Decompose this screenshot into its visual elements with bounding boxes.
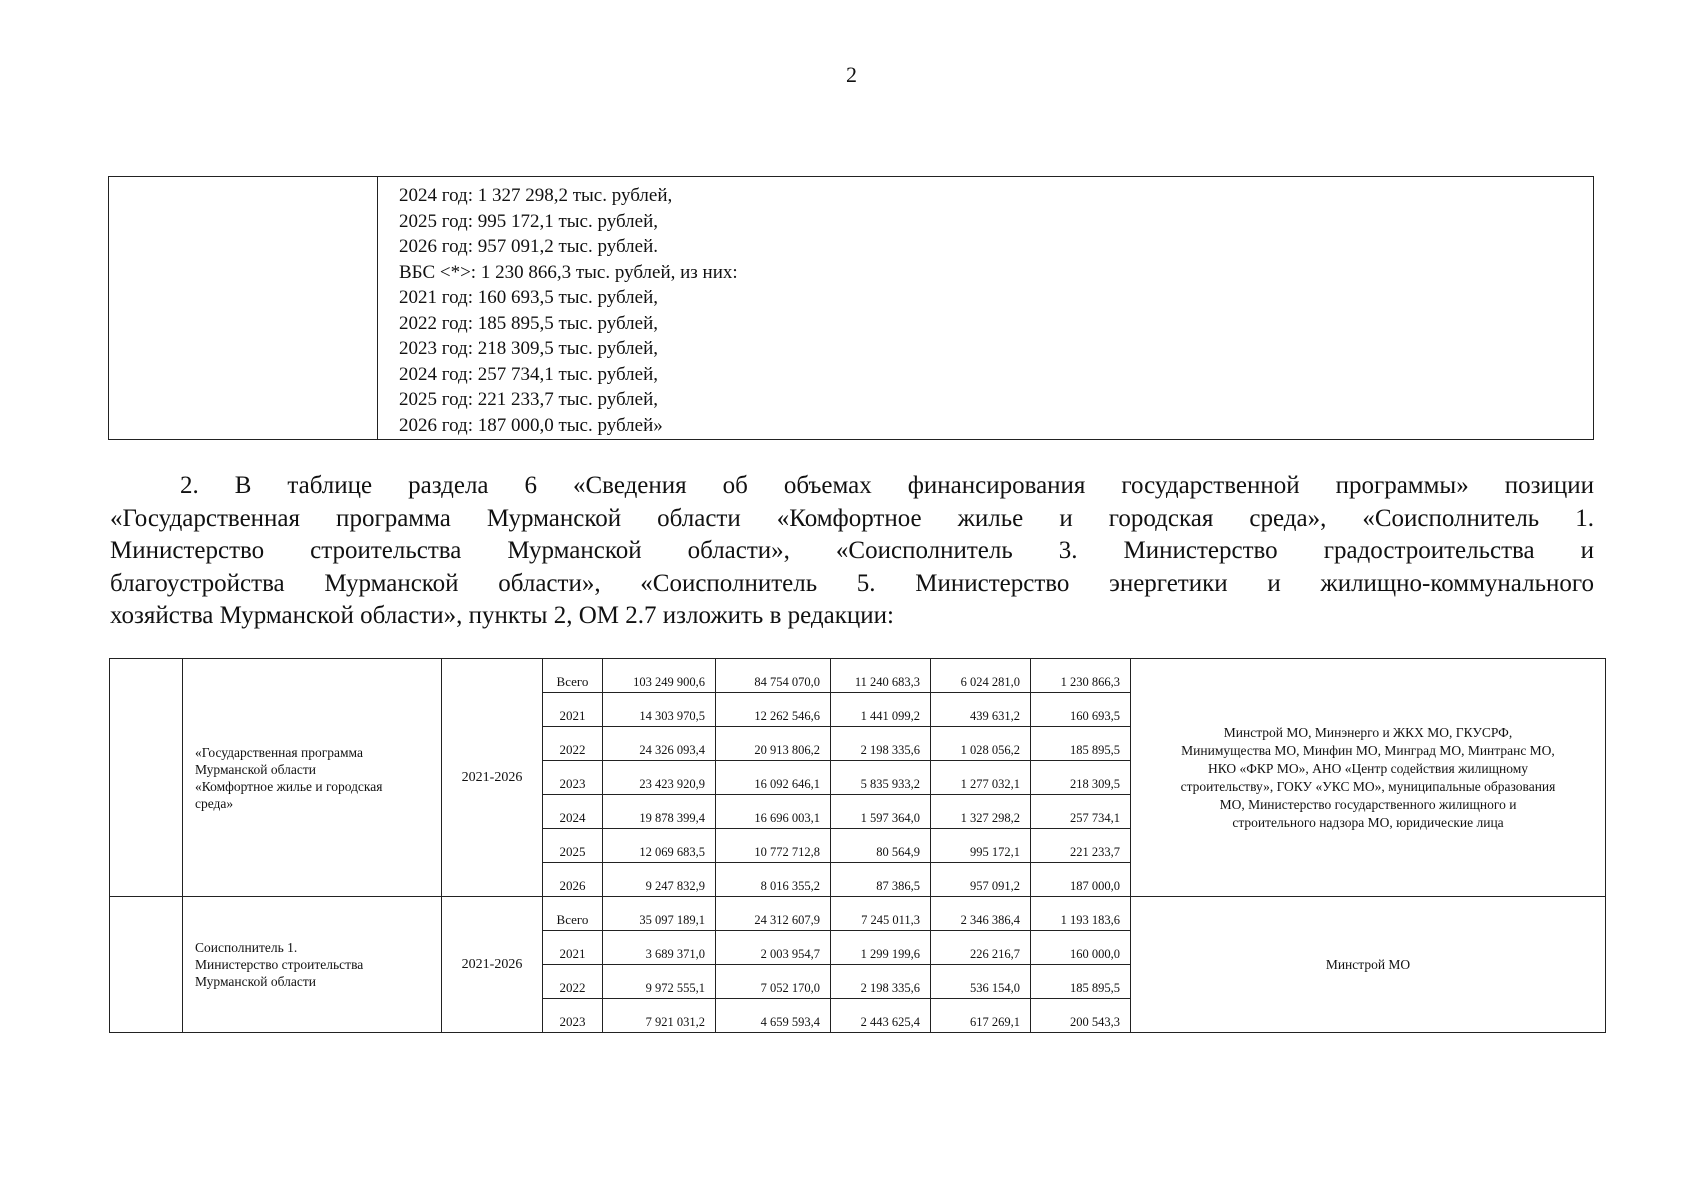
amount-cell: 12 069 683,5	[603, 829, 716, 863]
amount-cell: 536 154,0	[931, 965, 1031, 999]
amount-cell: 995 172,1	[931, 829, 1031, 863]
program-name-cell	[183, 897, 442, 1033]
amount-cell: 6 024 281,0	[931, 659, 1031, 693]
paragraph-line: благоустройства Мурманской области», «Соисполнитель 5. Министерство энергетики и жилищно-коммунального	[110, 569, 1594, 597]
amount-cell: 185 895,5	[1031, 727, 1131, 761]
amount-cell: 1 327 298,2	[931, 795, 1031, 829]
year-cell: 2023	[543, 761, 603, 795]
amendment-paragraph	[110, 470, 1594, 633]
program-name-line: Мурманской области	[195, 974, 316, 989]
financing-lines	[399, 183, 738, 438]
financing-line: 2026 год: 957 091,2 тыс. рублей.	[399, 236, 658, 257]
program-name-line: среда»	[195, 795, 234, 811]
executors-line: НКО «ФКР МО», АНО «Центр содействия жилищному	[1207, 760, 1529, 776]
period-cell: 2021-2026	[442, 897, 543, 1033]
amount-cell: 7 921 031,2	[603, 999, 716, 1033]
program-name-cell	[183, 659, 442, 897]
financing-line: 2023 год: 218 309,5 тыс. рублей,	[399, 338, 658, 359]
amount-cell: 226 216,7	[931, 931, 1031, 965]
amount-cell: 185 895,5	[1031, 965, 1131, 999]
paragraph-line: 2. В таблице раздела 6 «Сведения об объемах финансирования государственной программы» позиции	[180, 472, 1594, 499]
financing-line: 2022 год: 185 895,5 тыс. рублей,	[399, 312, 658, 334]
executors-cell	[1131, 897, 1606, 1033]
row-number-cell	[110, 897, 183, 1033]
year-cell: 2023	[543, 999, 603, 1033]
box-divider	[377, 177, 378, 439]
amount-cell: 19 878 399,4	[603, 795, 716, 829]
amount-cell: 2 198 335,6	[831, 965, 931, 999]
executors-line: строительству», ГОКУ «УКС МО», муниципальные образования	[1180, 778, 1556, 794]
amount-cell: 87 386,5	[831, 863, 931, 897]
amount-cell: 3 689 371,0	[603, 931, 716, 965]
financing-line: 2026 год: 187 000,0 тыс. рублей»	[399, 414, 663, 436]
amount-cell: 12 262 546,6	[716, 693, 831, 727]
program-name-line: «Государственная программа	[195, 744, 363, 760]
amount-cell: 4 659 593,4	[716, 999, 831, 1033]
amount-cell: 1 193 183,6	[1031, 897, 1131, 931]
amount-cell: 221 233,7	[1031, 829, 1131, 863]
period-cell: 2021-2026	[442, 659, 543, 897]
program-name-line: Мурманской области	[195, 761, 316, 777]
amount-cell: 2 003 954,7	[716, 931, 831, 965]
amount-cell: 2 443 625,4	[831, 999, 931, 1033]
amount-cell: 9 247 832,9	[603, 863, 716, 897]
amount-cell: 24 312 607,9	[716, 897, 831, 931]
amount-cell: 24 326 093,4	[603, 727, 716, 761]
year-cell: 2021	[543, 931, 603, 965]
amount-cell: 7 052 170,0	[716, 965, 831, 999]
executors-line: Минимущества МО, Минфин МО, Минград МО, Минтранс МО,	[1181, 742, 1555, 758]
amount-cell: 8 016 355,2	[716, 863, 831, 897]
year-cell: Всего	[543, 897, 603, 931]
table-row	[110, 659, 1606, 693]
amount-cell: 617 269,1	[931, 999, 1031, 1033]
financing-line: 2025 год: 995 172,1 тыс. рублей,	[399, 210, 658, 232]
amount-cell: 218 309,5	[1031, 761, 1131, 795]
paragraph-line: хозяйства Мурманской области», пункты 2, ОМ 2.7 изложить в редакции:	[110, 602, 894, 629]
financing-line: 2024 год: 1 327 298,2 тыс. рублей,	[399, 185, 673, 206]
amount-cell: 1 028 056,2	[931, 727, 1031, 761]
amount-cell: 5 835 933,2	[831, 761, 931, 795]
year-cell: 2022	[543, 965, 603, 999]
page-number: 2	[846, 62, 857, 87]
amount-cell: 2 198 335,6	[831, 727, 931, 761]
paragraph-line: «Государственная программа Мурманской области «Комфортное жилье и городская среда», «Соисполнитель 1.	[110, 504, 1594, 532]
amount-cell: 957 091,2	[931, 863, 1031, 897]
financing-table	[109, 658, 1606, 1033]
amount-cell: 11 240 683,3	[831, 659, 931, 693]
amount-cell: 9 972 555,1	[603, 965, 716, 999]
amount-cell: 20 913 806,2	[716, 727, 831, 761]
year-cell: 2024	[543, 795, 603, 829]
amount-cell: 16 092 646,1	[716, 761, 831, 795]
amount-cell: 1 441 099,2	[831, 693, 931, 727]
table-row	[110, 897, 1606, 931]
financing-line: 2024 год: 257 734,1 тыс. рублей,	[399, 363, 658, 385]
paragraph-line: Министерство строительства Мурманской области», «Соисполнитель 3. Министерство градостроительства и	[110, 537, 1594, 564]
amount-cell: 103 249 900,6	[603, 659, 716, 693]
row-number-cell	[110, 659, 183, 897]
executors-cell	[1131, 659, 1606, 897]
amount-cell: 160 000,0	[1031, 931, 1131, 965]
amount-cell: 200 543,3	[1031, 999, 1131, 1033]
year-cell: 2025	[543, 829, 603, 863]
amount-cell: 16 696 003,1	[716, 795, 831, 829]
amount-cell: 23 423 920,9	[603, 761, 716, 795]
year-cell: 2021	[543, 693, 603, 727]
amount-cell: 257 734,1	[1031, 795, 1131, 829]
amount-cell: 2 346 386,4	[931, 897, 1031, 931]
program-name-line: «Комфортное жилье и городская	[195, 778, 383, 794]
year-cell: Всего	[543, 659, 603, 693]
financing-line: 2025 год: 221 233,7 тыс. рублей,	[399, 389, 658, 410]
amount-cell: 439 631,2	[931, 693, 1031, 727]
amount-cell: 1 299 199,6	[831, 931, 931, 965]
executors-line: МО, Министерство государственного жилищного и	[1219, 796, 1517, 812]
year-cell: 2026	[543, 863, 603, 897]
amount-cell: 160 693,5	[1031, 693, 1131, 727]
amount-cell: 14 303 970,5	[603, 693, 716, 727]
amount-cell: 187 000,0	[1031, 863, 1131, 897]
amount-cell: 7 245 011,3	[831, 897, 931, 931]
amount-cell: 35 097 189,1	[603, 897, 716, 931]
financing-line: ВБС <*>: 1 230 866,3 тыс. рублей, из них:	[399, 261, 738, 283]
amount-cell: 1 597 364,0	[831, 795, 931, 829]
program-name-line: Соисполнитель 1.	[195, 940, 298, 955]
amount-cell: 1 277 032,1	[931, 761, 1031, 795]
program-name-line: Министерство строительства	[195, 957, 364, 972]
executors-line: Минстрой МО	[1325, 956, 1411, 972]
amount-cell: 80 564,9	[831, 829, 931, 863]
financing-line: 2021 год: 160 693,5 тыс. рублей,	[399, 287, 658, 308]
year-cell: 2022	[543, 727, 603, 761]
amount-cell: 1 230 866,3	[1031, 659, 1131, 693]
executors-line: Минстрой МО, Минэнерго и ЖКХ МО, ГКУСРФ,	[1223, 724, 1513, 740]
financing-continuation-box	[108, 176, 1594, 440]
amount-cell: 10 772 712,8	[716, 829, 831, 863]
amount-cell: 84 754 070,0	[716, 659, 831, 693]
executors-line: строительного надзора МО, юридические лица	[1232, 814, 1504, 830]
